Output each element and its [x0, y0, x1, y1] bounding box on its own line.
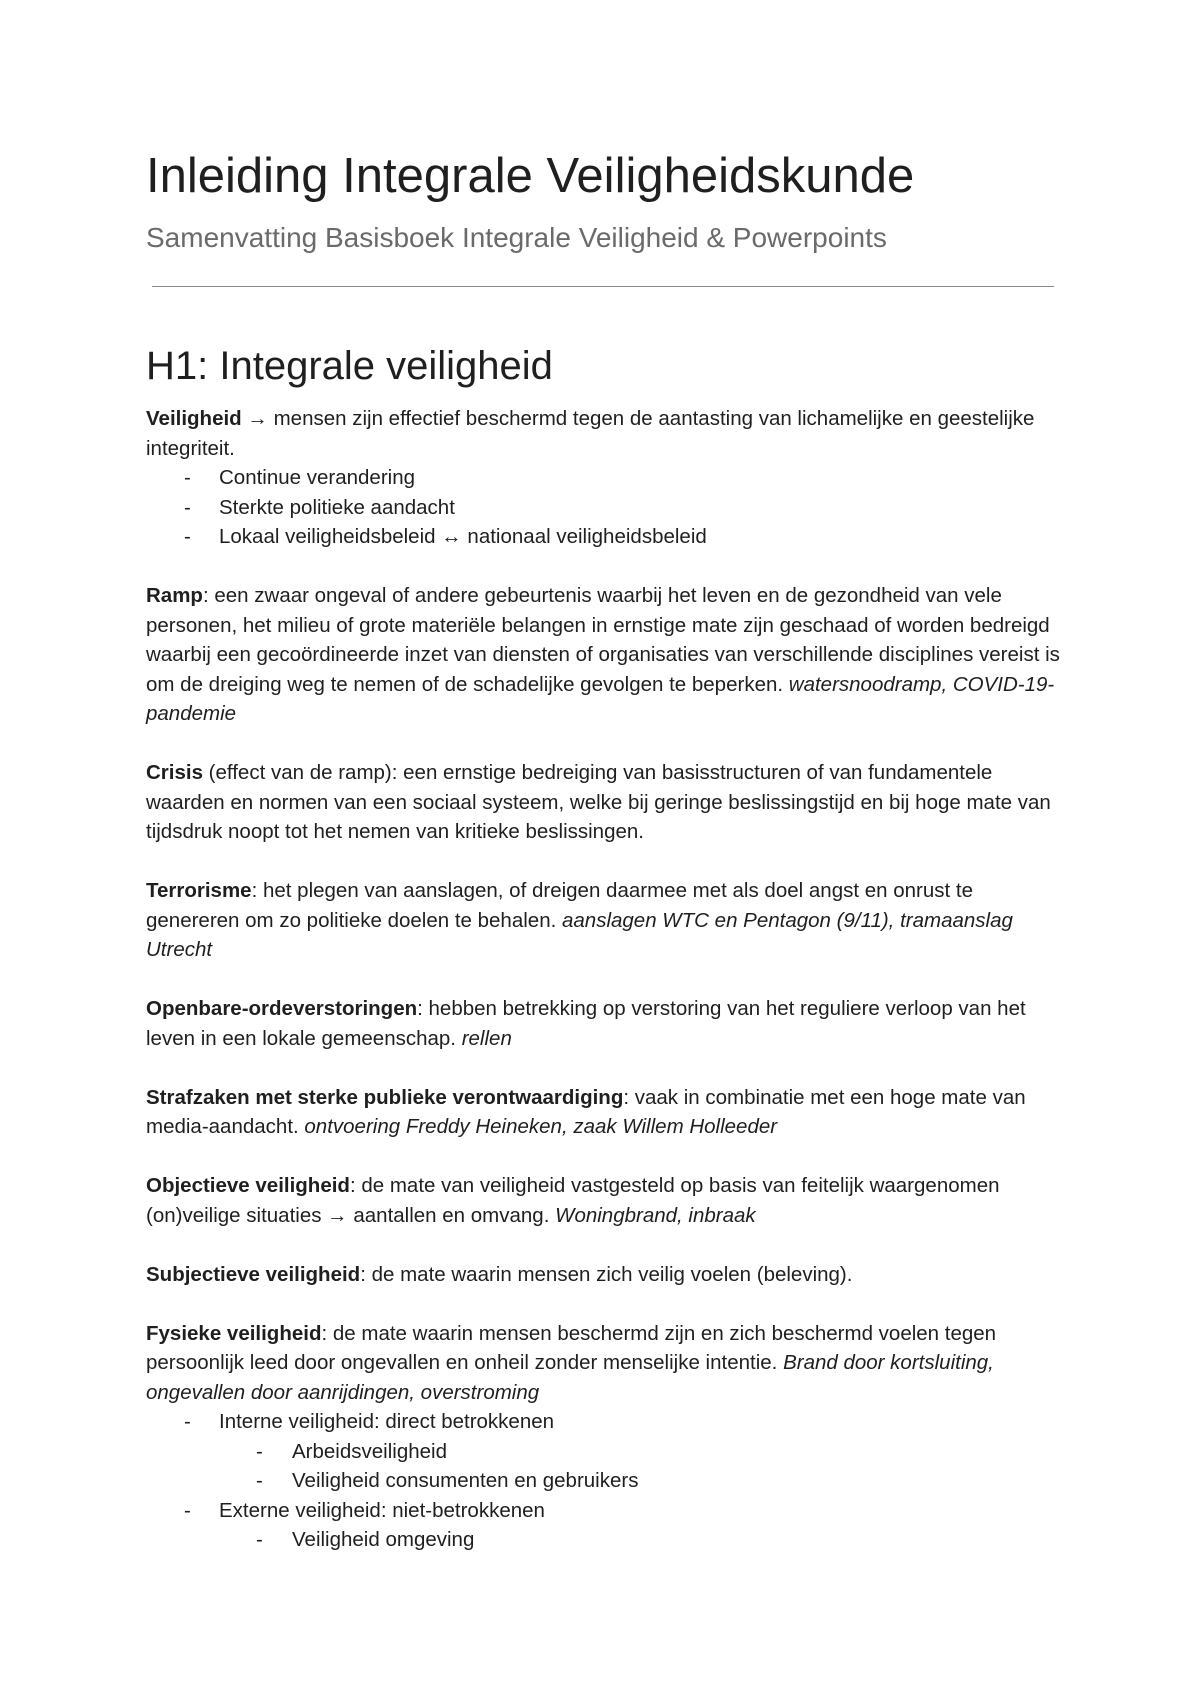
- list-item: - Veiligheid consumenten en gebruikers: [146, 1466, 1066, 1496]
- sub-bullet-list: [146, 1525, 1066, 1555]
- bullet-list: [146, 463, 1066, 552]
- definition-text: : hebben betrekking op verstoring van het reguliere verloop van het leven in een lokale gemeenschap.: [146, 997, 1026, 1050]
- definition-text: : een zwaar ongeval of andere gebeurtenis waarbij het leven en de gezondheid van vele personen, het milieu of grote materiële belangen in ernstige mate zijn geschaad of worden bedreigd waarbij een gecoördineerde inzet van diensten of organisaties van verschillende disciplines vereist is om de dreiging weg te nemen of de schadelijke gevolgen te beperken.: [146, 584, 1060, 696]
- example-text: Woningbrand, inbraak: [555, 1203, 756, 1227]
- definition-subjectieve-veiligheid: [146, 1260, 1066, 1290]
- document-subtitle: Samenvatting Basisboek Integrale Veiligheid & Powerpoints: [146, 222, 887, 253]
- definition-text: : de mate waarin mensen zich veilig voelen (beleving).: [360, 1262, 853, 1286]
- list-item: - Continue verandering: [146, 463, 1066, 493]
- term: Ramp: [146, 584, 203, 607]
- sub-bullet-list: [146, 1437, 1066, 1496]
- section-heading: H1: Integrale veiligheid: [146, 344, 553, 388]
- definition-text: (effect van de ramp): een ernstige bedreiging van basisstructuren of van fundamentele waarden en normen van een sociaal systeem, welke bij geringe beslissingstijd en bij hoge mate van tijdsdruk noopt tot het nemen van kritieke beslissingen.: [146, 761, 1051, 843]
- definition-terrorisme: [146, 876, 1066, 965]
- definition-crisis: [146, 758, 1066, 847]
- document-title: Inleiding Integrale Veiligheidskunde: [146, 149, 915, 203]
- list-item: - Lokaal veiligheidsbeleid ↔ nationaal veiligheidsbeleid: [146, 522, 1066, 552]
- definition-text: : vaak in combinatie met een hoge mate van media-aandacht.: [146, 1085, 1026, 1138]
- term: Fysieke veiligheid: [146, 1321, 322, 1345]
- example-text: Brand door kortsluiting, ongevallen door aanrijdingen, overstroming: [146, 1351, 994, 1404]
- term: Terrorisme: [146, 879, 252, 902]
- definition-text: : de mate van veiligheid vastgesteld op basis van feitelijk waargenomen (on)veilige situaties → aantallen en omvang.: [146, 1174, 1000, 1227]
- section-content: [146, 404, 1066, 1555]
- list-item: - Sterkte politieke aandacht: [146, 493, 1066, 523]
- term: Crisis: [146, 761, 203, 784]
- term: Openbare-ordeverstoringen: [146, 997, 418, 1020]
- bullet-list: [146, 1407, 1066, 1437]
- definition-strafzaken: [146, 1083, 1066, 1142]
- definition-objectieve-veiligheid: [146, 1171, 1066, 1230]
- definition-fysieke-veiligheid: [146, 1319, 1066, 1555]
- list-item: - Interne veiligheid: direct betrokkenen: [146, 1407, 1066, 1437]
- list-item: - Veiligheid omgeving: [146, 1525, 1066, 1555]
- definition-text: : de mate waarin mensen beschermd zijn en zich beschermd voelen tegen persoonlijk leed door ongevallen en onheil zonder menselijke intentie.: [146, 1321, 997, 1374]
- list-item: - Arbeidsveiligheid: [146, 1437, 1066, 1467]
- horizontal-divider: [152, 286, 1054, 287]
- definition-text: : het plegen van aanslagen, of dreigen daarmee met als doel angst en onrust te genereren om zo politieke doelen te behalen.: [146, 879, 973, 932]
- example-text: watersnoodramp, COVID-19-pandemie: [146, 672, 1055, 725]
- term: Veiligheid: [146, 407, 242, 430]
- definition-openbare-orde: [146, 994, 1066, 1053]
- example-text: aanslagen WTC en Pentagon (9/11), tramaanslag Utrecht: [146, 908, 1013, 961]
- definition-ramp: [146, 581, 1066, 729]
- term: Strafzaken met sterke publieke verontwaardiging: [146, 1085, 624, 1109]
- bullet-list: [146, 1496, 1066, 1526]
- example-text: rellen: [461, 1026, 512, 1050]
- list-item: - Externe veiligheid: niet-betrokkenen: [146, 1496, 1066, 1526]
- term: Objectieve veiligheid: [146, 1174, 350, 1197]
- definition-veiligheid: [146, 404, 1066, 581]
- definition-text: → mensen zijn effectief beschermd tegen de aantasting van lichamelijke en geestelijke integriteit.: [146, 407, 1035, 460]
- example-text: ontvoering Freddy Heineken, zaak Willem Holleeder: [304, 1115, 778, 1138]
- term: Subjectieve veiligheid: [146, 1262, 361, 1286]
